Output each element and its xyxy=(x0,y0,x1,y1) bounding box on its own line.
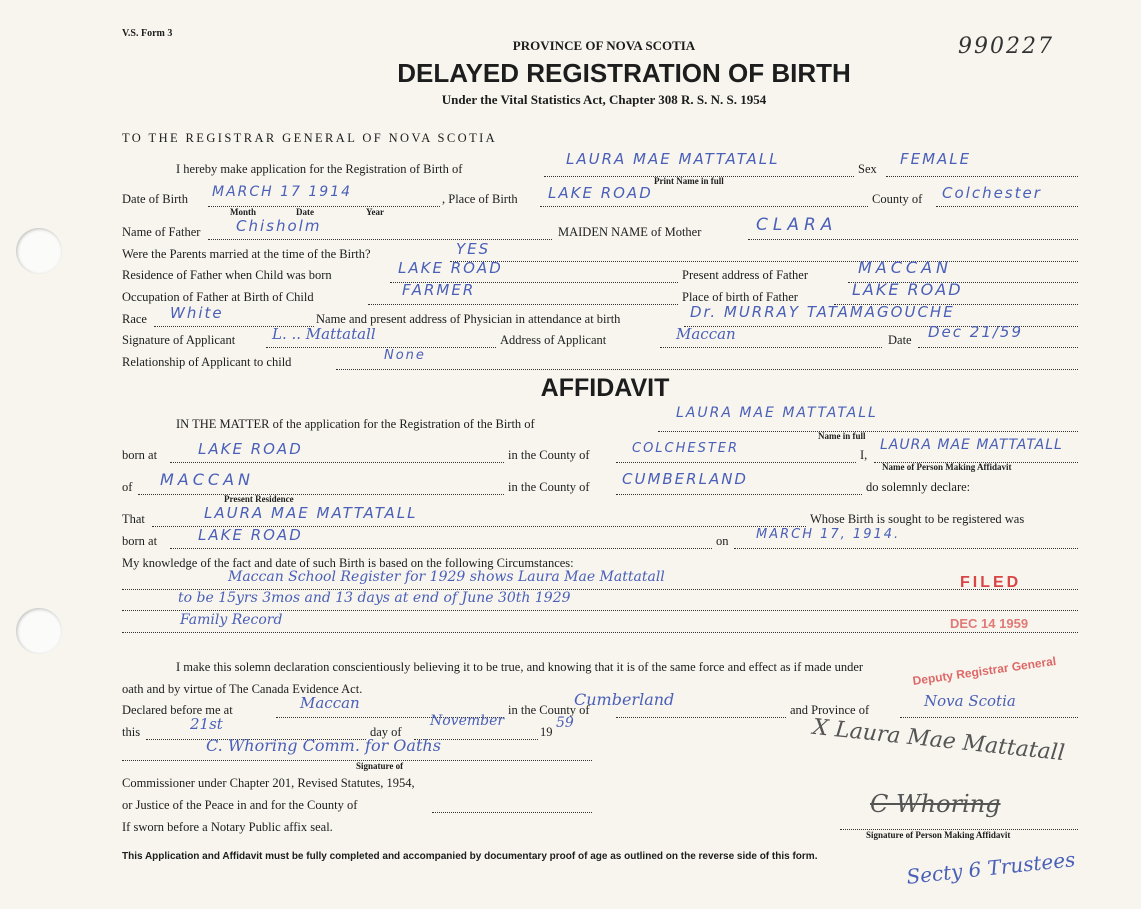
affidavit-birth-date: MARCH 17, 1914. xyxy=(756,527,901,542)
father-occupation-label: Occupation of Father at Birth of Child xyxy=(122,290,314,304)
place-of-birth-value: LAKE ROAD xyxy=(548,184,653,202)
child-name-value: LAURA MAE MATTATALL xyxy=(566,150,780,168)
crossed-signature: C Whoring xyxy=(870,790,1001,818)
sex-label: Sex xyxy=(858,162,877,176)
declaration-line-1: I make this solemn declaration conscientiously believing it to be true, and knowing that it is of the same force and effect as if made under xyxy=(176,660,864,674)
affidavit-county-value: COLCHESTER xyxy=(632,441,740,456)
i-label: I, xyxy=(860,448,868,462)
father-birthplace-label: Place of birth of Father xyxy=(682,290,798,304)
print-name-caption: Print Name in full xyxy=(654,176,724,186)
addressee: TO THE REGISTRAR GENERAL OF NOVA SCOTIA xyxy=(122,131,498,145)
day-of-label: day of xyxy=(370,725,402,739)
and-province-label: and Province of xyxy=(790,703,870,717)
declared-province-value: Nova Scotia xyxy=(924,692,1016,710)
father-residence-label: Residence of Father when Child was born xyxy=(122,268,332,282)
punch-hole xyxy=(16,608,62,654)
commissioner-label: Commissioner under Chapter 201, Revised Statutes, 1954, xyxy=(122,776,415,790)
page-subtitle: Under the Vital Statistics Act, Chapter 308 R. S. N. S. 1954 xyxy=(441,92,767,107)
father-name-value: Chisholm xyxy=(236,217,322,235)
married-value: YES xyxy=(456,240,491,258)
name-in-full-caption: Name in full xyxy=(818,431,866,441)
month-caption: Month xyxy=(230,207,257,217)
present-residence-caption: Present Residence xyxy=(224,494,294,504)
punch-hole xyxy=(16,228,62,274)
affiant-signature-caption: Signature of Person Making Affidavit xyxy=(866,830,1011,840)
affidavit-child-name: LAURA MAE MATTATALL xyxy=(676,405,878,421)
mother-maiden-name-value: CLARA xyxy=(756,215,838,235)
applicant-address-value: Maccan xyxy=(676,325,736,343)
affidavit-born-at-value-2: LAKE ROAD xyxy=(198,526,303,544)
county-label: County of xyxy=(872,192,923,206)
declaration-line-2: oath and by virtue of The Canada Evidence Act. xyxy=(122,682,363,696)
born-at-label-2: born at xyxy=(122,534,158,548)
knowledge-label: My knowledge of the fact and date of such Birth is based on the following Circumstances: xyxy=(122,556,574,570)
dob-label: Date of Birth xyxy=(122,192,188,206)
father-present-address-value: MACCAN xyxy=(858,258,953,277)
race-label: Race xyxy=(122,312,147,326)
father-name-label: Name of Father xyxy=(122,225,201,239)
sex-value: FEMALE xyxy=(900,150,972,168)
affiant-signature: X Laura Mae Mattatall xyxy=(811,714,1066,767)
in-matter-label: IN THE MATTER of the application for the Registration of the Birth of xyxy=(176,417,535,431)
declared-county-value: Cumberland xyxy=(574,690,675,709)
relationship-label: Relationship of Applicant to child xyxy=(122,355,292,369)
dob-value: MARCH 17 1914 xyxy=(212,184,353,200)
footer-note: This Application and Affidavit must be fully completed and accompanied by documentary proof of age as outlined on the reverse side of this form. xyxy=(122,851,818,862)
physician-label: Name and present address of Physician in attendance at birth xyxy=(316,312,621,326)
in-county-label: in the County of xyxy=(508,448,590,462)
declared-day-value: 21st xyxy=(190,715,223,733)
notary-label: If sworn before a Notary Public affix seal. xyxy=(122,820,333,834)
place-of-birth-label: , Place of Birth xyxy=(442,192,518,206)
circumstance-line-2: to be 15yrs 3mos and 13 days at end of June 30th 1929 xyxy=(178,590,571,606)
county-value: Colchester xyxy=(942,184,1042,202)
in-county-label-2: in the County of xyxy=(508,480,590,494)
declared-month-value: November xyxy=(430,713,505,729)
father-birthplace-value: LAKE ROAD xyxy=(852,280,963,299)
province-heading: PROVINCE OF NOVA SCOTIA xyxy=(512,38,696,53)
affidavit-born-at-value: LAKE ROAD xyxy=(198,440,303,458)
this-label: this xyxy=(122,725,141,739)
form-number: V.S. Form 3 xyxy=(122,28,173,39)
filed-stamp-role: Deputy Registrar General xyxy=(911,653,1057,689)
of-label: of xyxy=(122,480,133,494)
applicant-address-label: Address of Applicant xyxy=(500,333,607,347)
race-value: White xyxy=(170,304,224,322)
mother-maiden-name-label: MAIDEN NAME of Mother xyxy=(558,225,702,239)
affidavit-subject-name: LAURA MAE MATTATALL xyxy=(204,504,418,522)
signature-of-caption: Signature of xyxy=(356,761,404,771)
solemnly-declare-label: do solemnly declare: xyxy=(866,480,971,494)
affiant-residence-value: MACCAN xyxy=(160,470,255,489)
circumstance-line-3: Family Record xyxy=(180,612,283,628)
affiant-county-value: CUMBERLAND xyxy=(622,470,748,488)
date-caption: Date xyxy=(296,207,314,217)
filed-stamp-date: DEC 14 1959 xyxy=(950,616,1029,631)
father-present-address-label: Present address of Father xyxy=(682,268,809,282)
father-residence-value: LAKE ROAD xyxy=(398,259,503,277)
filed-stamp: FILED xyxy=(960,574,1022,591)
justice-label: or Justice of the Peace in and for the County of xyxy=(122,798,358,812)
declared-county-label: in the County of xyxy=(508,703,590,717)
whose-birth-label: Whose Birth is sought to be registered was xyxy=(810,512,1025,526)
on-label: on xyxy=(716,534,729,548)
physician-value: Dr. MURRAY TATAMAGOUCHE xyxy=(690,303,955,321)
affiant-name-caption: Name of Person Making Affidavit xyxy=(882,462,1012,472)
married-label: Were the Parents married at the time of the Birth? xyxy=(122,247,371,261)
date-label: Date xyxy=(888,333,912,347)
application-label: I hereby make application for the Registration of Birth of xyxy=(176,162,463,176)
applicant-signature-label: Signature of Applicant xyxy=(122,333,236,347)
applicant-signature-value: L. .. Mattatall xyxy=(272,325,376,343)
application-date-value: Dec 21/59 xyxy=(928,323,1024,341)
affiant-name-value: LAURA MAE MATTATALL xyxy=(880,437,1063,453)
declared-year-value: 59 xyxy=(556,715,574,731)
affidavit-heading: AFFIDAVIT xyxy=(540,374,670,402)
circumstance-line-1: Maccan School Register for 1929 shows Laura Mae Mattatall xyxy=(228,569,665,585)
year-caption: Year xyxy=(366,207,384,217)
born-at-label: born at xyxy=(122,448,158,462)
declared-before-label: Declared before me at xyxy=(122,703,233,717)
father-occupation-value: FARMER xyxy=(402,281,476,299)
relationship-value: None xyxy=(384,348,426,363)
declared-at-value: Maccan xyxy=(300,694,360,712)
that-label: That xyxy=(122,512,145,526)
serial-number: 990227 xyxy=(958,34,1054,59)
year-prefix: 19 xyxy=(540,725,553,739)
bottom-handwritten-note: Secty 6 Trustees xyxy=(905,847,1077,889)
page-title: DELAYED REGISTRATION OF BIRTH xyxy=(397,58,851,88)
commissioner-signature: C. Whoring Comm. for Oaths xyxy=(206,736,441,755)
